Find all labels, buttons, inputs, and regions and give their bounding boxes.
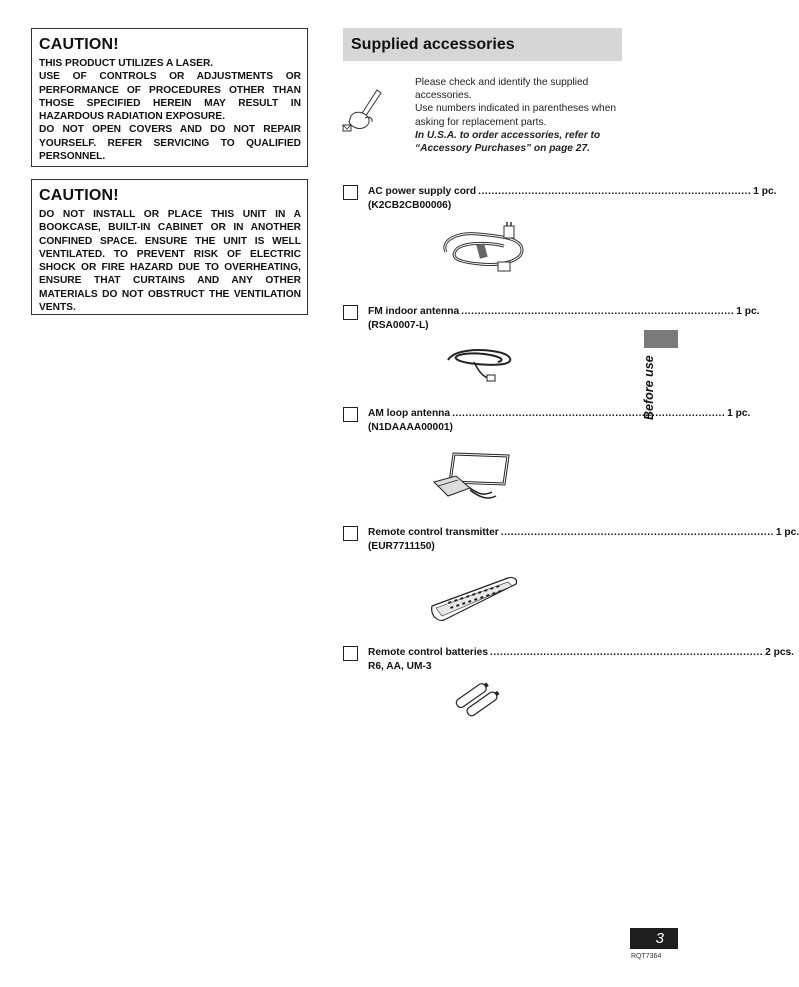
checkbox[interactable] [343, 407, 358, 422]
item-name: Remote control transmitter [368, 527, 499, 538]
item-qty: 1 pc. [775, 527, 799, 538]
section-title: Supplied accessories [343, 28, 622, 61]
checkbox[interactable] [343, 185, 358, 200]
item-qty: 1 pc. [727, 408, 751, 419]
item-name: FM indoor antenna [368, 306, 460, 317]
item-name: AM loop antenna [368, 408, 451, 419]
item-code: (RSA0007-L) [368, 320, 429, 331]
checkbox[interactable] [343, 526, 358, 541]
caution-installation-text [39, 208, 301, 314]
item-code: R6, AA, UM-3 [368, 661, 432, 672]
caution-laser-line-3: DO NOT OPEN COVERS AND DO NOT REPAIR YOURSELF. REFER SERVICING TO QUALIFIED PERSONNEL. [39, 124, 301, 163]
note-check-text: Please check and identify the supplied accessories. [415, 77, 589, 102]
item-qty: 1 pc. [736, 306, 760, 317]
item-name: Remote control batteries [368, 647, 489, 658]
hand-writing-icon [341, 88, 397, 134]
item-code: (K2CB2CB00006) [368, 200, 452, 211]
caution-title: CAUTION! [39, 36, 119, 53]
item-code: (EUR7711150) [368, 541, 435, 552]
item-qty: 2 pcs. [765, 647, 795, 658]
item-name: AC power supply cord [368, 186, 477, 197]
power-cord-icon [438, 222, 528, 274]
note-numbers-text: Use numbers indicated in parentheses when asking for replacement parts. [415, 103, 617, 128]
caution-laser-line-1: THIS PRODUCT UTILIZES A LASER. [39, 58, 214, 69]
document-code: RQT7364 [631, 953, 662, 960]
caution-title: CAUTION! [39, 187, 119, 204]
page-number: 3 [630, 928, 678, 949]
caution-laser-text [39, 57, 301, 163]
caution-laser-line-2: USE OF CONTROLS OR ADJUSTMENTS OR PERFORMANCE OF PROCEDURES OTHER THAN THOSE SPECIFIED HEREIN MAY RESULT IN HAZARDOUS RADIATION EXPOSURE. [39, 71, 301, 123]
note-order-text: In U.S.A. to order accessories, refer to “Accessory Purchases” on page 27. [415, 129, 601, 155]
caution-laser-box [31, 28, 308, 167]
caution-installation-paragraph: DO NOT INSTALL OR PLACE THIS UNIT IN A BOOKCASE, BUILT-IN CABINET OR IN ANOTHER CONFINED SPACE. ENSURE THE UNIT IS WELL VENTILATED. TO PREVENT RISK OF ELECTRIC SHOCK OR FIRE HAZARD DUE TO OVERHEATING, ENSURE THAT CURTAINS AND ANY OTHER MATERIALS DO NOT OBSTRUCT THE VENTILATION VENTS. [39, 209, 301, 314]
section-tab-marker [644, 330, 678, 348]
checkbox[interactable] [343, 646, 358, 661]
caution-installation-box [31, 179, 308, 315]
section-side-label: Before use [642, 355, 656, 420]
am-loop-antenna-icon [430, 446, 516, 504]
fm-antenna-icon [444, 346, 516, 384]
item-code: (N1DAAAA00001) [368, 422, 453, 433]
accessories-note [415, 76, 622, 155]
remote-control-icon [428, 574, 520, 624]
batteries-icon [454, 680, 502, 720]
item-qty: 1 pc. [753, 186, 777, 197]
checkbox[interactable] [343, 305, 358, 320]
